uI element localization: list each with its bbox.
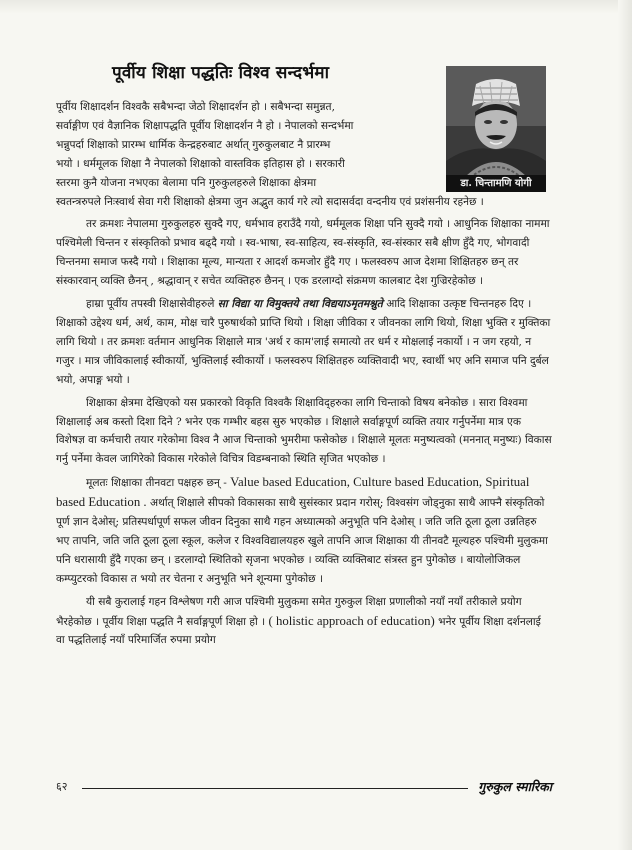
paragraph-text: हाम्रा पूर्वीय तपस्वी शिक्षासेवीहरुले xyxy=(86,298,215,311)
text-line: भन्नुपर्दा शिक्षाको प्रारम्भ धार्मिक केन्द्रहरुबाट अर्थात् गुरुकुलबाट नै प्रारम्भ xyxy=(56,138,331,151)
footer-divider xyxy=(82,788,468,789)
english-phrase: Value based Education, Culture based Education, Spiritual based Education . xyxy=(56,475,530,510)
paragraph-intro-continued: स्वतन्त्ररुपले निःस्वार्थ सेवा गरी शिक्षाको क्षेत्रमा जुन अद्भुत कार्य गरे त्यो सदासर्वदा वन्दनीय एवं प्रशंसनीय रहनेछ । xyxy=(56,195,484,208)
text-line: स्तरमा कुनै योजना नभएका बेलामा पनि गुरुकुलहरुले शिक्षाका क्षेत्रमा xyxy=(56,176,317,189)
page-edge-shadow xyxy=(0,0,632,14)
paragraph-global-concern: शिक्षाका क्षेत्रमा देखिएको यस प्रकारको विकृति विश्वकै शिक्षाविद्हरुका लागि चिन्ताको विषय बनेकोछ । सारा विश्वमा शिक्षालाई अब कस्तो दिशा दिने ? भनेर एक गम्भीर बहस सुरु भएकोछ । शिक्षाले सर्वाङ्गपूर्ण व्यक्ति तयार गर्नुपर्नेमा मात्र एक विशेषज्ञ वा कर्मचारी तयार गरेकोमा विश्व नै आज चिन्ताको भुमरीमा फसेकोछ । शिक्षाले मूलतः मनुष्यत्वको (मननात् मनुष्यः) विकास गर्नु पर्नेमा केवल जागिरेको विकास गरेकोले विचित्र विडम्बनाको स्थिति सृजित भएकोछ । xyxy=(56,396,552,466)
text-line: पूर्वीय शिक्षादर्शन विश्वकै सबैभन्दा जेठो शिक्षादर्शन हो । सबैभन्दा समुन्नत, xyxy=(56,101,335,113)
sanskrit-quote: सा विद्या या विमुक्तये तथा विद्ययाऽमृतमश्नुते xyxy=(217,298,383,311)
article-body xyxy=(56,98,552,650)
text-line: सर्वाङ्गीण एवं वैज्ञानिक शिक्षापद्धति पूर्वीय शिक्षादर्शन नै हो । नेपालको सन्दर्भमा xyxy=(56,119,354,132)
publication-title: गुरुकुल स्मारिका xyxy=(478,779,552,794)
paragraph-text: मूलतः शिक्षाका तीनवटा पक्षहरु छन् - xyxy=(86,477,227,490)
english-phrase: ( holistic approach of education) xyxy=(268,613,435,628)
article-title: पूर्वीय शिक्षा पद्धतिः विश्व सन्दर्भमा xyxy=(112,63,330,83)
paragraph-conclusion xyxy=(56,593,552,651)
paragraph-text: भनेर पूर्वीय शिक्षा दर्शनलाई वा पद्धतिलाई नयाँ परिमार्जित रुपमा प्रयोग xyxy=(56,615,541,647)
page-edge-shadow-right xyxy=(618,0,632,850)
page-footer xyxy=(56,779,552,797)
page-number: ६२ xyxy=(56,780,68,793)
paragraph-decline: तर क्रमशः नेपालमा गुरुकुलहरु सुक्दै गए, धर्मभाव हराउँदै गयो, धर्ममूलक शिक्षा पनि सुक्दै गयो । आधुनिक शिक्षाका नाममा पश्चिमेली चिन्तन र संस्कृतिको प्रभाव बढ्दै गयो । स्व-भाषा, स्व-साहित्य, स्व-संस्कृति, स्व-संस्कार सबै क्षीण हुँदै गए, भोगवादी चिन्तनमा समाज फस्दै गयो । शिक्षाका मूल्य, मान्यता र आदर्श कमजोर हुँदै गए । फलस्वरुप आज देशमा शिक्षितहरु छन् तर संस्कारवान् व्यक्ति छैनन् , श्रद्धावान् र सचेत व्यक्तिहरु छैनन् । एक डरलाग्दो संक्रमण कालबाट देश गुज्रिरहेकोछ । xyxy=(56,218,550,288)
text-line: भयो । धर्ममूलक शिक्षा नै नेपालको शिक्षाको वास्तविक इतिहास हो । सरकारी xyxy=(56,157,345,170)
paragraph-intro xyxy=(56,98,440,193)
paragraph-three-aspects xyxy=(56,473,552,588)
paragraph-text: आदि शिक्षाका उत्कृष्ट चिन्तनहरु दिए । शिक्षाको उद्देश्य धर्म, अर्थ, काम, मोक्ष चारै पुरुषार्थको प्राप्ति थियो । शिक्षा जीविका र जीवनका लागि थियो, शिक्षा भुक्ति र मुक्तिका लागि थियो । तर क्रमशः वर्तमान आधुनिक शिक्षाले मात्र 'अर्थ र काम'लाई समात्यो तर धर्म र मोक्षलाई नकार्यो । न जग रहयो, न गजुर । मात्र जीविकालाई स्वीकार्यो, भुक्तिलाई स्वीकार्यो । फलस्वरुप शिक्षितहरु व्यक्तिवादी भए, स्वार्थी भए अनि समाज पनि दुर्बल भयो, अपाङ्ग भयो । xyxy=(56,298,551,386)
paragraph-text: यी सबै कुरालाई गहन विश्लेषण गरी आज पश्चिमी मुलुकमा समेत गुरुकुल शिक्षा प्रणालीको नयाँ नयाँ तरीकाले प्रयोग भैरहेकोछ । पूर्वीय शिक्षा पद्धति नै सर्वाङ्गपूर्ण शिक्षा हो । xyxy=(56,595,522,628)
paragraph-eastern-thought xyxy=(56,295,552,390)
paragraph-text: अर्थात् शिक्षाले सीपको विकासका साथै सुसंस्कार प्रदान गरोस्; विश्वसंग जोड्नुका साथै आफ्नै संस्कृतिको पूर्ण ज्ञान देओस्; प्रतिस्पर्धापूर्ण सफल जीवन दिनुका साथै गहन अध्यात्मको अनुभूति पनि देओस् । जति जति ठूला ठूला उन्नतिहरु भए तापनि, जति जति ठूला ठूला स्कूल, कलेज र विश्वविद्यालयहरु खुले तापनि आज शिक्षाका यी तीनवटै मूल्यहरु पश्चिमी मुलुकमा पनि धरासायी हुँदै गएका छन् । डरलाग्दो स्थितिको सृजना भएकोछ । व्यक्ति व्यक्तिबाट संत्रस्त हुन पुगेकोछ । बायोलोजिकल कम्प्युटरको विकास त भयो तर चेतना र अनुभूति भने शून्यमा पुगेकोछ । xyxy=(56,497,548,585)
author-name-caption: डा. चिन्तामणि योगी xyxy=(446,175,546,192)
